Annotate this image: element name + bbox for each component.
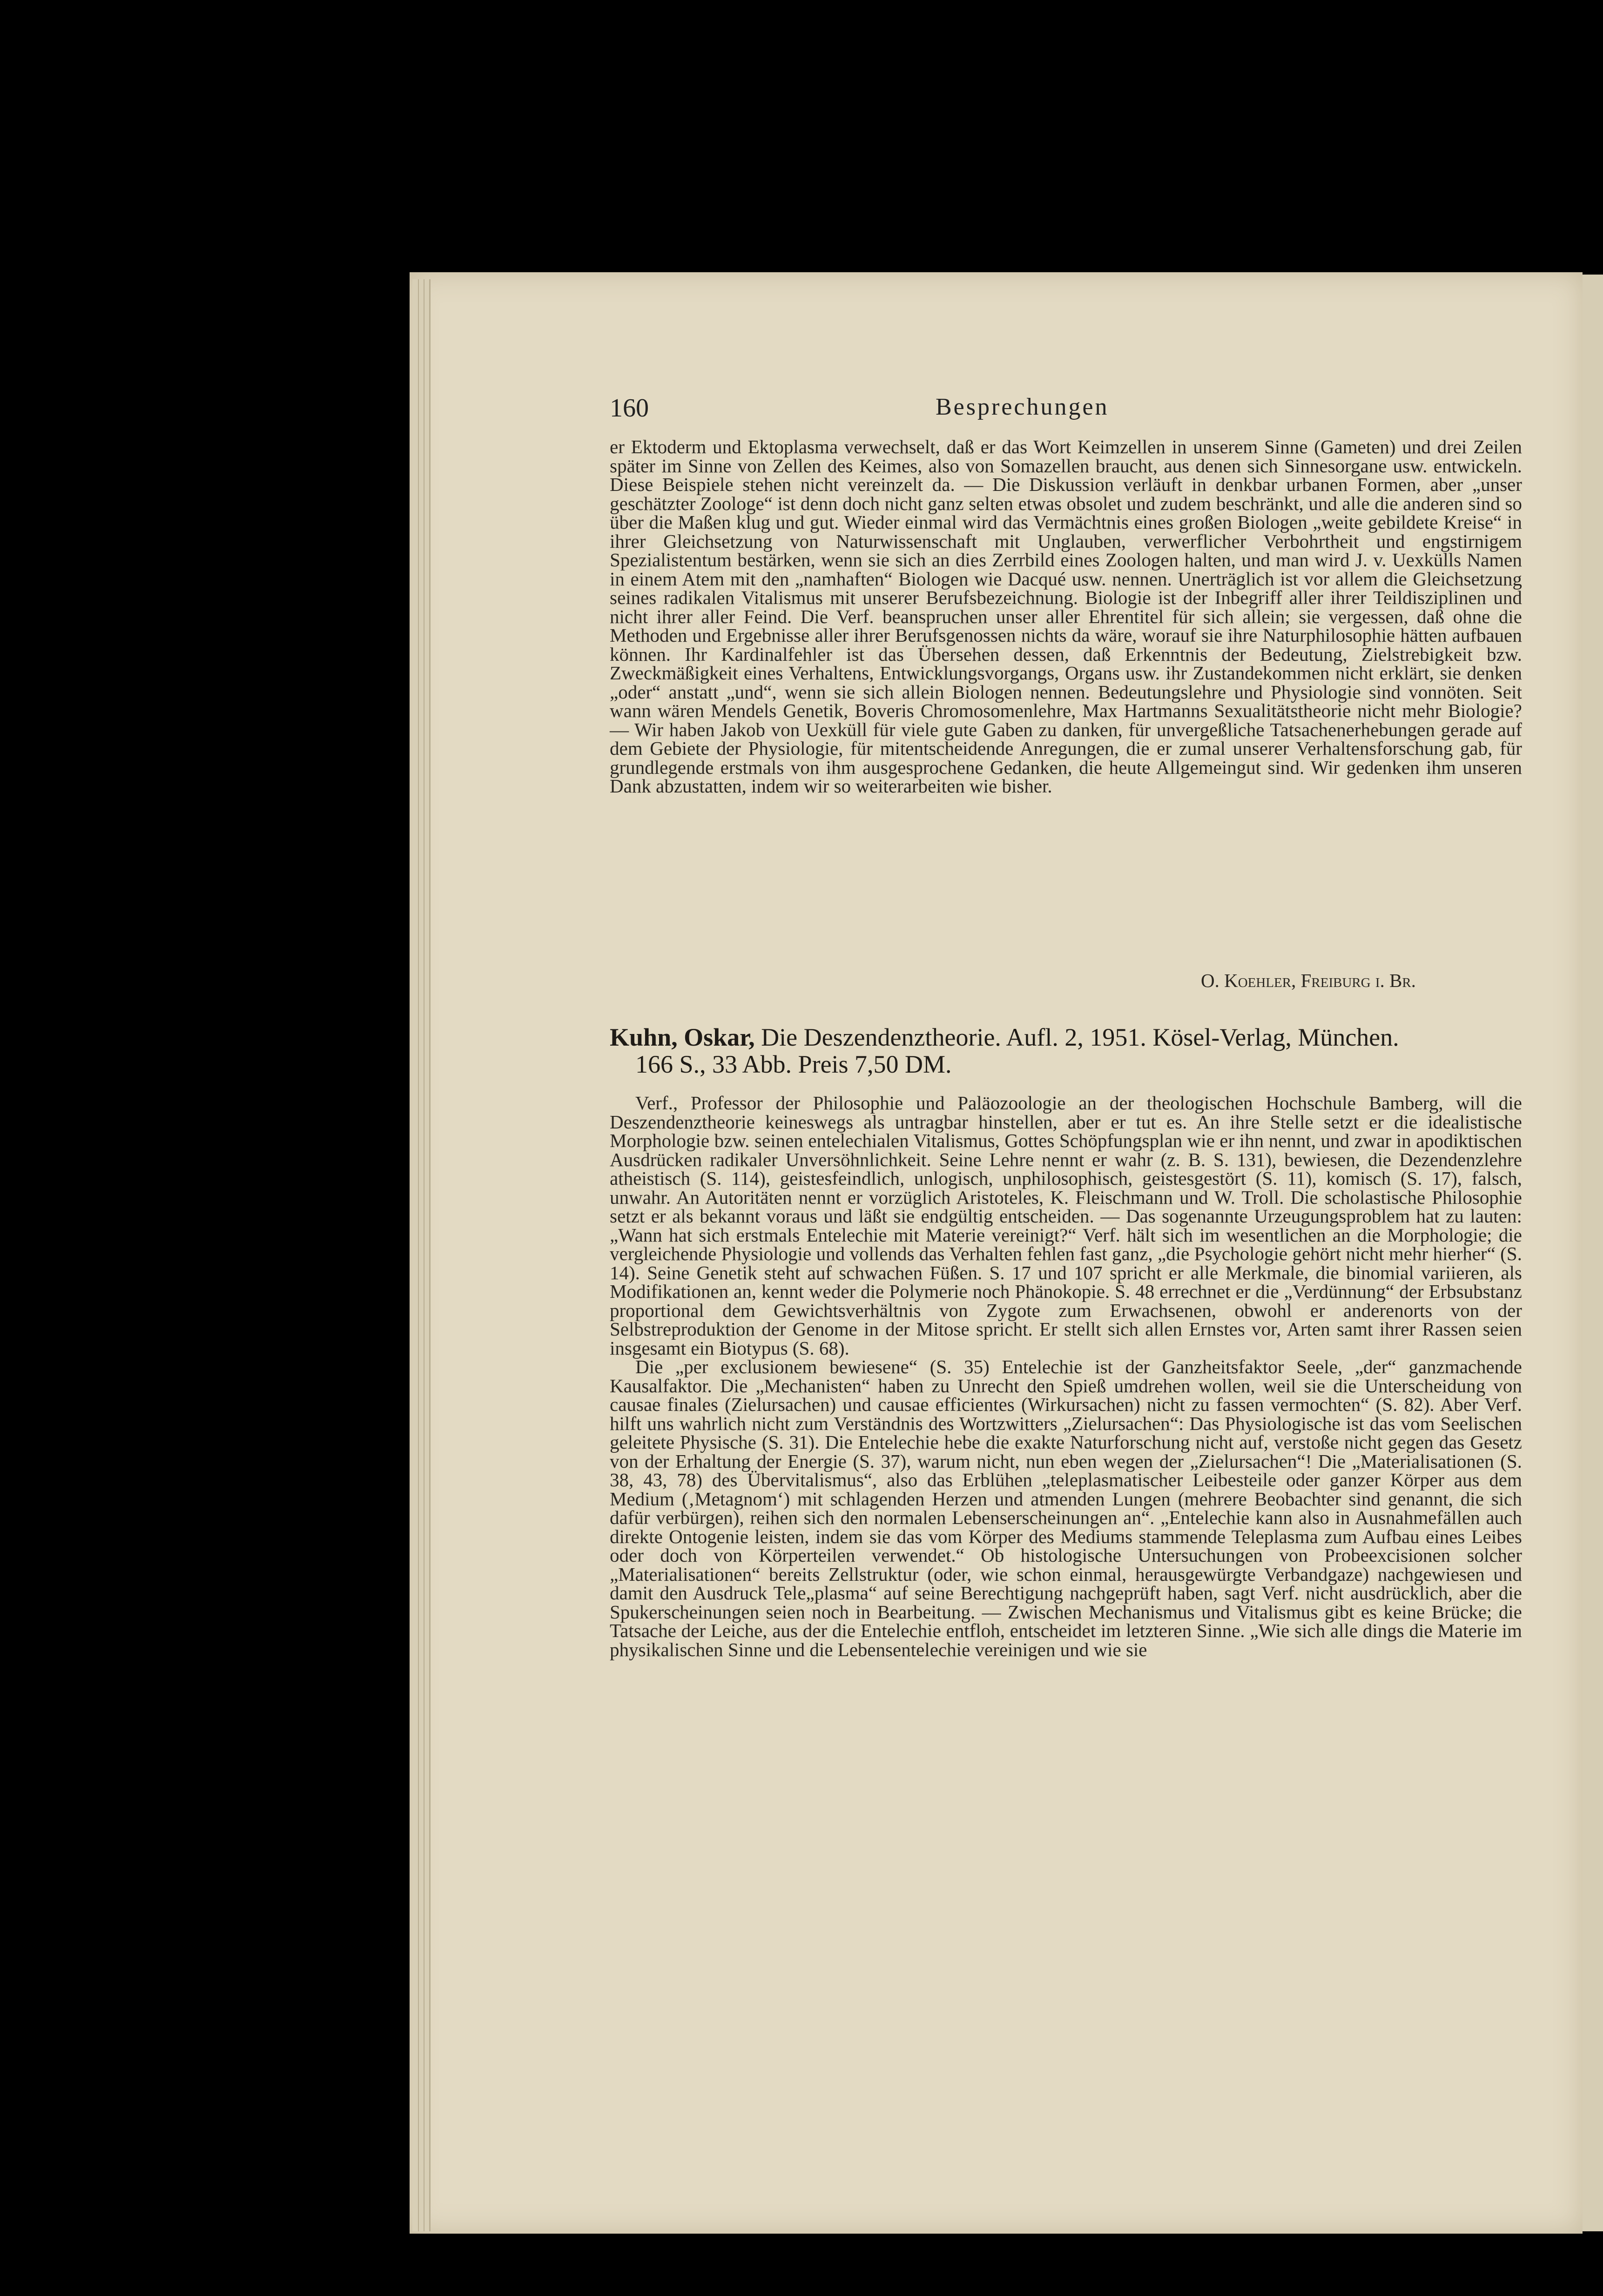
section-title: Besprechungen bbox=[936, 394, 1109, 420]
paragraph: er Ektoderm und Ektoplasma verwechselt, daß er das Wort Keimzellen in unserem Sinne (Gameten) und drei Zeilen später im Sinne von Zellen des Keimes, also von Somazellen braucht, aus denen sich Sinnesorgane usw. entwickeln. Diese Beispiele stehen nicht vereinzelt da. — Die Diskussion verläuft in denkbar urbanen Formen, aber „unser geschätzter Zoologe“ ist denn doch nicht ganz selten etwas obsolet und zudem beschränkt, und alle die anderen sind so über die Maßen klug und gut. Wieder einmal wird das Vermächtnis eines großen Biologen „weite gebildete Kreise“ in ihrer Gleichsetzung von Naturwissenschaft mit Unglauben, verwerflicher Verbohrtheit und engstirnigem Spezialistentum bestärken, wenn sie sich an dies Zerrbild eines Zoologen halten, und man wird J. v. Uexkülls Namen in einem Atem mit den „namhaften“ Biologen wie Dacqué usw. nennen. Unerträglich ist vor allem die Gleichsetzung seines radikalen Vitalismus mit unserer Berufsbezeichnung. Biologie ist der Inbegriff aller ihrer Teildisziplinen und nicht ihrer aller Feind. Die Verf. beanspruchen unser aller Ehrentitel für sich allein; sie vergessen, daß ohne die Methoden und Ergebnisse aller ihrer Berufsgenossen nichts da wäre, worauf sie ihre Naturphilosophie hätten aufbauen können. Ihr Kardinalfehler ist das Übersehen dessen, daß Erkenntnis der Bedeutung, Zielstrebigkeit bzw. Zweckmäßigkeit eines Verhaltens, Entwicklungsvorgangs, Organs usw. ihr Zustandekommen nicht erklärt, sie denken „oder“ anstatt „und“, wenn sie sich allein Biologen nennen. Bedeutungslehre und Physiologie sind vonnöten. Seit wann wären Mendels Genetik, Boveris Chromosomenlehre, Max Hartmanns Sexualitätstheorie nicht mehr Biologie? — Wir haben Jakob von Uexküll für viele gute Gaben zu danken, für unvergeßliche Tatsachenerhebungen gerade auf dem Gebiete der Physiologie, für mitentscheidende Anregungen, die er zumal unserer Verhaltensforschung gab, für grundlegende erstmals von ihm ausgesprochene Gedanken, die heute Allgemeingut sind. Wir gedenken ihm unseren Dank abzustatten, indem wir so weiterarbeiten wie bisher. bbox=[610, 436, 1522, 797]
book-citation: Die Deszendenztheorie. Aufl. 2, 1951. Kösel-Verlag, München. bbox=[761, 1023, 1399, 1051]
paragraph: Verf., Professor der Philosophie und Paläozoologie an der theologischen Hochschule Bamberg, will die Deszendenztheorie keineswegs als untragbar hinstellen, aber er tut es. An ihre Stelle setzt er die idealistische Morphologie bzw. seinen entelechialen Vitalismus, Gottes Schöpfungsplan wie er ihn nennt, und zwar in apodiktischen Ausdrücken radikaler Unversöhnlichkeit. Seine Lehre nennt er wahr (z. B. S. 131), bewiesen, die Dezendenzlehre atheistisch (S. 114), geistesfeindlich, unlogisch, unphilosophisch, geistesgestört (S. 11), komisch (S. 17), falsch, unwahr. An Autoritäten nennt er vorzüglich Aristoteles, K. Fleischmann und W. Troll. Die scholastische Philosophie setzt er als bekannt voraus und läßt sie endgültig entscheiden. — Das sogenannte Urzeugungsproblem hat zu lauten: „Wann hat sich erstmals Entelechie mit Materie vereinigt?“ Verf. hält sich im wesentlichen an die Morphologie; die vergleichende Physiologie und vollends das Verhalten fehlen fast ganz, „die Psychologie gehört nicht mehr hierher“ (S. 14). Seine Genetik steht auf schwachen Füßen. S. 17 und 107 spricht er alle Merkmale, die binomial variieren, als Modifikationen an, kennt weder die Polymerie noch Phänokopie. S. 48 errechnet er die „Verdünnung“ der Erbsubstanz proportional dem Gewichtsverhältnis von Zygote zum Erwachsenen, obwohl er anderenorts von der Selbstreproduktion der Genome in der Mitose spricht. Er stellt sich allen Ernstes vor, Arten samt ihrer Rassen seien insgesamt ein Biotypus (S. 68). bbox=[610, 1092, 1522, 1359]
book-author: Kuhn, Oskar, bbox=[610, 1023, 755, 1051]
page-stack-edge bbox=[412, 279, 419, 2231]
review-heading bbox=[610, 1024, 1531, 1078]
reviewer-signature: O. Koehler, Freiburg i. Br. bbox=[1201, 970, 1416, 991]
page-number: 160 bbox=[610, 394, 649, 423]
running-head bbox=[610, 393, 1541, 426]
review-kuhn-text bbox=[610, 1094, 1522, 1659]
paragraph: Die „per exclusionem bewiesene“ (S. 35) Entelechie ist der Ganzheitsfaktor Seele, „der“ ganzmachende Kausalfaktor. Die „Mechanisten“ haben zu Unrecht den Spieß umdrehen wollen, weil sie die Unterscheidung von causae finales (Zielursachen) und causae efficientes (Wirkursachen) nicht zu fassen vermochten“ (S. 82). Aber Verf. hilft uns wahrlich nicht zum Verständnis des Wortzwitters „Zielursachen“: Das Physiologische ist das vom Seelischen geleitete Physische (S. 31). Die Entelechie hebe die exakte Naturforschung nicht auf, verstoße nicht gegen das Gesetz von der Erhaltung der Energie (S. 37), warum nicht, nun eben wegen der „Zielursachen“! Die „Materialisationen (S. 38, 43, 78) des Übervitalismus“, also das Erblühen „teleplasmatischer Leibesteile oder ganzer Körper aus dem Medium (‚Metagnom‘) mit schlagenden Herzen und atmenden Lungen (mehrere Beobachter sind genannt, die sich dafür verbürgen), reihen sich den normalen Lebenserscheinungen an“. „Entelechie kann also in Ausnahmefällen auch direkte Ontogenie leisten, indem sie das vom Körper des Mediums stammende Teleplasma zum Aufbau eines Leibes oder doch von Körperteilen verwendet.“ Ob histologische Untersuchungen von Probeexcisionen solcher „Materialisationen“ bereits Zellstruktur (oder, wie schon einmal, herausgewürgte Verbandgaze) nachgewiesen und damit den Ausdruck Tele„plasma“ auf seine Berechtigung nachgeprüft haben, sagt Verf. nicht ausdrücklich, aber die Spukerscheinungen seien noch in Bearbeitung. — Zwischen Mechanismus und Vitalismus gibt es keine Brücke; die Tatsache der Leiche, aus der die Entelechie entfloh, entscheidet im letzteren Sinne. „Wie sich alle dings die Materie im physikalischen Sinne und die Lebensentelechie vereinigen und wie sie bbox=[610, 1356, 1522, 1660]
book-citation-details: 166 S., 33 Abb. Preis 7,50 DM. bbox=[635, 1050, 952, 1078]
page-stack-edge bbox=[424, 279, 431, 2231]
review-koehler-text bbox=[610, 437, 1522, 796]
